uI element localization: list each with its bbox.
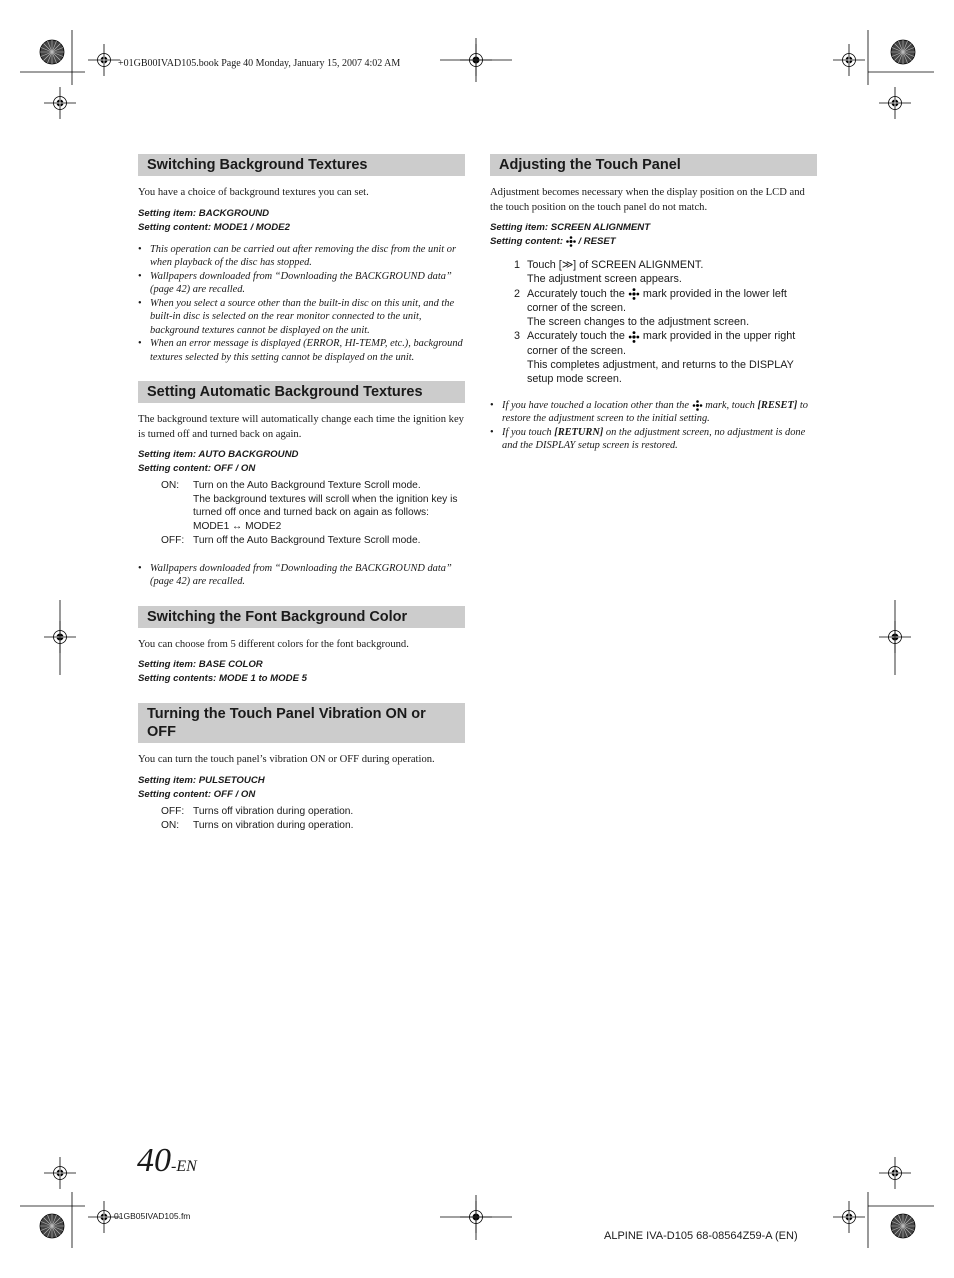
- next-arrow-icon: ≫: [561, 259, 574, 271]
- return-label: [RETURN]: [554, 426, 604, 438]
- notes-list: [138, 562, 465, 589]
- step-3: 3 Accurately touch the mark provided in the upper right corner of the screen. This completes adjustment, and returns to the DISPLAY setup mode screen.: [514, 329, 817, 386]
- options-table: [161, 805, 465, 833]
- section-intro: You can turn the touch panel’s vibration ON or OFF during operation.: [138, 754, 435, 765]
- option-key: OFF:: [161, 805, 185, 817]
- section-title-font-background: Switching the Font Background Color: [138, 606, 465, 628]
- setting-content: Setting content: / RESET: [490, 236, 616, 247]
- notes-list: [490, 399, 817, 453]
- reset-label: [RESET]: [757, 399, 798, 411]
- setting-content: Setting content: OFF / ON: [138, 788, 256, 800]
- note-item: • If you have touched a location other than the mark, touch [RESET] to restore the adjustment screen to the initial setting.: [490, 399, 817, 426]
- section-title-background-textures: Switching Background Textures: [138, 154, 465, 176]
- setting-content: Setting content: OFF / ON: [138, 463, 256, 474]
- option-key: OFF:: [161, 535, 185, 546]
- option-desc: Turns off vibration during operation.: [193, 805, 354, 817]
- option-desc: Turn off the Auto Background Texture Scroll mode.: [193, 535, 421, 546]
- touch-target-icon: [628, 288, 640, 300]
- section-title-touch-panel: Adjusting the Touch Panel: [490, 154, 817, 176]
- section-intro: You have a choice of background textures you can set.: [138, 187, 369, 198]
- step-result: This completes adjustment, and returns to the DISPLAY setup mode screen.: [527, 359, 794, 386]
- section-intro: Adjustment becomes necessary when the display position on the LCD and the touch position on the touch panel do not match.: [490, 187, 805, 213]
- option-desc: Turn on the Auto Background Texture Scroll mode.: [193, 480, 421, 491]
- notes-list: [138, 243, 465, 365]
- setting-item: Setting item: PULSETOUCH: [138, 774, 265, 786]
- note-item: • This operation can be carried out after removing the disc from the unit or when playback of the disc has stopped.: [138, 243, 465, 270]
- touch-target-icon: [692, 400, 703, 411]
- setting-item: Setting item: AUTO BACKGROUND: [138, 449, 299, 460]
- option-desc: Turns on vibration during operation.: [193, 820, 354, 831]
- left-column: [138, 154, 465, 837]
- step-result: The adjustment screen appears.: [527, 273, 682, 286]
- steps-list: [514, 258, 817, 387]
- section-intro: You can choose from 5 different colors for the font background.: [138, 638, 409, 650]
- step-result: The screen changes to the adjustment screen.: [527, 316, 750, 329]
- note-item: • If you touch [RETURN] on the adjustment screen, no adjustment is done and the DISPLAY setup screen is restored.: [490, 426, 817, 453]
- note-item: • When an error message is displayed (ERROR, HI-TEMP, etc.), background textures selected by this setting cannot be displayed on the unit.: [138, 337, 465, 364]
- option-key: ON:: [161, 480, 180, 491]
- note-item: • Wallpapers downloaded from “Downloading the BACKGROUND data” (page 42) are recalled.: [138, 562, 465, 589]
- option-key: ON:: [161, 820, 180, 831]
- step-1: 1 Touch [≫] of SCREEN ALIGNMENT. The adjustment screen appears.: [514, 258, 817, 287]
- option-desc: The background textures will scroll when the ignition key is turned off once and turned back on again as follows:: [193, 493, 458, 518]
- section-intro: The background texture will automatically change each time the ignition key is turned off and turned back on again.: [138, 414, 464, 440]
- section-title-vibration: Turning the Touch Panel Vibration ON or OFF: [138, 703, 465, 743]
- note-item: • When you select a source other than the built-in disc on this unit, and the built-in disc is selected on the rear monitor connected to the unit, background textures cannot be displayed on the unit.: [138, 297, 465, 338]
- setting-content: Setting content: MODE1 / MODE2: [138, 221, 290, 233]
- touch-target-icon: [566, 236, 576, 247]
- section-title-auto-background: Setting Automatic Background Textures: [138, 381, 465, 403]
- setting-item: Setting item: BASE COLOR: [138, 659, 263, 670]
- setting-content: Setting contents: MODE 1 to MODE 5: [138, 673, 307, 684]
- note-item: • Wallpapers downloaded from “Downloading the BACKGROUND data” (page 42) are recalled.: [138, 270, 465, 297]
- setting-item: Setting item: SCREEN ALIGNMENT: [490, 222, 651, 233]
- setting-item: Setting item: BACKGROUND: [138, 207, 270, 219]
- source-file: 01GB05IVAD105.fm: [114, 1211, 191, 1221]
- step-2: 2 Accurately touch the mark provided in the lower left corner of the screen. The screen changes to the adjustment screen.: [514, 287, 817, 330]
- book-info: +01GB00IVAD105.book Page 40 Monday, January 15, 2007 4:02 AM: [118, 58, 401, 69]
- model-code: ALPINE IVA-D105 68-08564Z59-A (EN): [604, 1230, 798, 1242]
- touch-target-icon: [628, 331, 640, 343]
- options-table: [161, 479, 465, 548]
- mode-sequence: MODE1 ↔ MODE2: [193, 520, 282, 532]
- right-column: [490, 154, 817, 453]
- page-number: 40-EN: [137, 1142, 197, 1179]
